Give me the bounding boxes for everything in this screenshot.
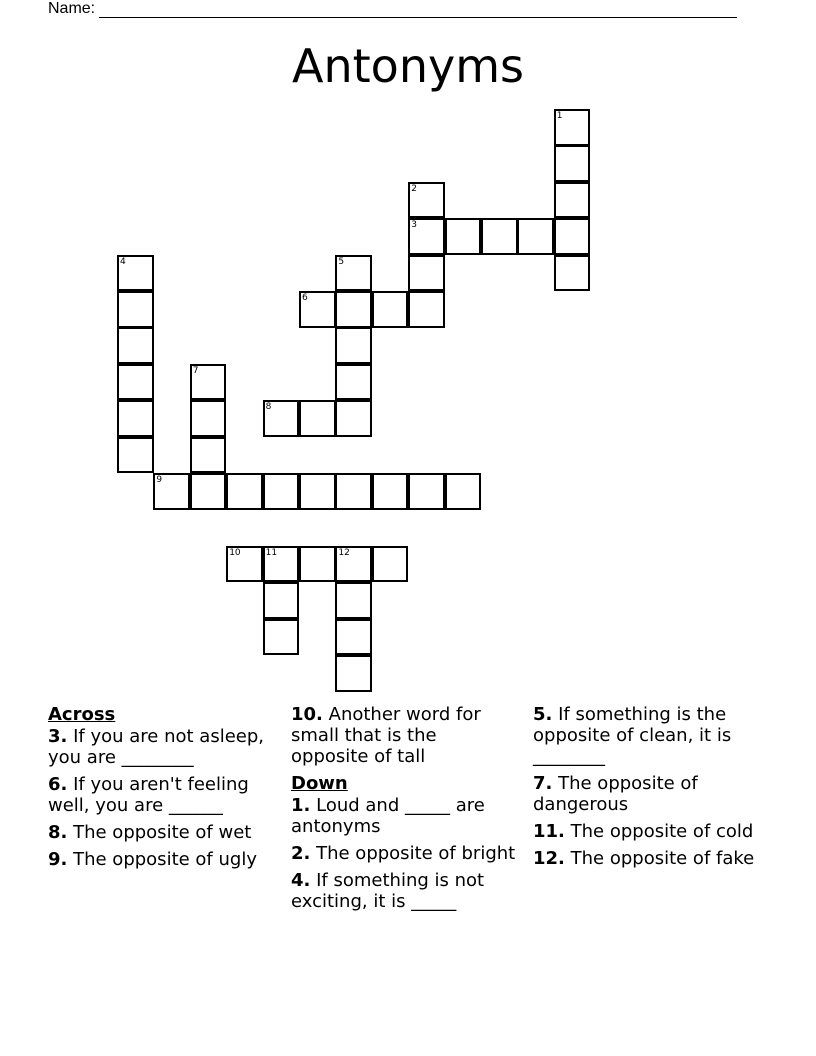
clue-number: 8. bbox=[48, 822, 68, 843]
grid-cell[interactable] bbox=[190, 437, 227, 474]
grid-cell[interactable] bbox=[372, 546, 409, 583]
clue-across-8 bbox=[48, 822, 273, 843]
grid-cell[interactable] bbox=[335, 582, 372, 619]
clue-down-11 bbox=[533, 821, 758, 842]
grid-cell[interactable] bbox=[190, 364, 227, 401]
grid-cell[interactable] bbox=[117, 437, 154, 474]
cell-number: 4 bbox=[120, 256, 126, 267]
clue-text: The opposite of ugly bbox=[73, 849, 257, 870]
grid-cell[interactable] bbox=[335, 364, 372, 401]
grid-cell[interactable] bbox=[517, 218, 554, 255]
clue-across-6 bbox=[48, 774, 273, 816]
cell-number: 3 bbox=[411, 220, 417, 231]
grid-cell[interactable] bbox=[226, 546, 263, 583]
grid-cell[interactable] bbox=[117, 364, 154, 401]
grid-cell[interactable] bbox=[554, 109, 591, 146]
clue-text: Another word for small that is the opposite of tall bbox=[291, 704, 481, 767]
clue-across-9 bbox=[48, 849, 273, 870]
cell-number: 11 bbox=[265, 547, 278, 558]
grid-cell[interactable] bbox=[263, 582, 300, 619]
cell-number: 10 bbox=[229, 547, 241, 558]
grid-cell[interactable] bbox=[554, 182, 591, 219]
cell-number: 12 bbox=[338, 547, 350, 558]
cell-number: 5 bbox=[338, 256, 345, 267]
grid-cell[interactable] bbox=[299, 546, 336, 583]
clue-number: 10. bbox=[291, 704, 323, 725]
clue-text: If you aren't feeling well, you are ______ bbox=[48, 774, 249, 816]
clue-number: 3. bbox=[48, 726, 68, 747]
grid-cell[interactable] bbox=[190, 473, 227, 510]
clue-text: The opposite of dangerous bbox=[533, 773, 698, 815]
clues-column-1 bbox=[48, 704, 273, 876]
grid-cell[interactable] bbox=[445, 218, 482, 255]
cell-number: 2 bbox=[411, 183, 417, 194]
clue-down-5 bbox=[533, 704, 758, 767]
grid-cell[interactable] bbox=[445, 473, 482, 510]
clue-number: 5. bbox=[533, 704, 553, 725]
grid-cell[interactable] bbox=[335, 327, 372, 364]
clues-column-2 bbox=[291, 704, 516, 918]
clue-number: 9. bbox=[48, 849, 68, 870]
grid-cell[interactable] bbox=[408, 182, 445, 219]
clue-text: If you are not asleep, you are ________ bbox=[48, 726, 265, 768]
clue-down-1 bbox=[291, 795, 516, 837]
grid-cell[interactable] bbox=[335, 400, 372, 437]
grid-cell[interactable] bbox=[408, 255, 445, 292]
cell-number: 6 bbox=[302, 293, 308, 303]
grid-cell[interactable] bbox=[299, 400, 336, 437]
cell-number: 7 bbox=[192, 365, 199, 376]
clue-text: If something is the opposite of clean, it is ________ bbox=[533, 704, 732, 767]
grid-cell[interactable] bbox=[117, 400, 154, 437]
grid-cell[interactable] bbox=[299, 473, 336, 510]
down-heading: Down bbox=[291, 773, 348, 794]
across-heading: Across bbox=[48, 704, 116, 725]
grid-cell[interactable] bbox=[335, 546, 372, 583]
grid-cell[interactable] bbox=[554, 218, 591, 255]
page-title: Antonyms bbox=[292, 39, 524, 93]
cell-number: 8 bbox=[265, 402, 272, 413]
grid-cell[interactable] bbox=[117, 255, 154, 292]
clue-number: 1. bbox=[291, 795, 311, 816]
grid-cell[interactable] bbox=[117, 327, 154, 364]
grid-cell[interactable] bbox=[335, 291, 372, 328]
clue-text: The opposite of cold bbox=[570, 821, 754, 842]
clue-number: 2. bbox=[291, 843, 311, 864]
grid-cell[interactable] bbox=[226, 473, 263, 510]
grid-cell[interactable] bbox=[263, 473, 300, 510]
grid-cell[interactable] bbox=[554, 145, 591, 182]
clue-number: 4. bbox=[291, 870, 311, 891]
clue-down-2 bbox=[291, 843, 516, 864]
clue-number: 11. bbox=[533, 821, 565, 842]
grid-cell[interactable] bbox=[263, 400, 300, 437]
clue-text: Loud and _____ are antonyms bbox=[291, 795, 485, 837]
clues-column-3 bbox=[533, 704, 758, 875]
grid-cell[interactable] bbox=[481, 218, 518, 255]
clue-across-3 bbox=[48, 726, 273, 768]
clue-text: The opposite of bright bbox=[316, 843, 516, 864]
cell-number: 9 bbox=[156, 475, 163, 485]
clue-text: If something is not exciting, it is _____ bbox=[291, 870, 485, 912]
grid-cell[interactable] bbox=[554, 255, 591, 292]
grid-cell[interactable] bbox=[117, 291, 154, 328]
grid-cell[interactable] bbox=[335, 255, 372, 292]
grid-cell[interactable] bbox=[408, 291, 445, 328]
grid-cell[interactable] bbox=[190, 400, 227, 437]
grid-cell[interactable] bbox=[372, 291, 409, 328]
clue-text: The opposite of wet bbox=[73, 822, 252, 843]
grid-cell[interactable] bbox=[408, 218, 445, 255]
grid-cell[interactable] bbox=[335, 655, 372, 692]
grid-cell[interactable] bbox=[408, 473, 445, 510]
cell-number: 1 bbox=[556, 111, 563, 121]
grid-cell[interactable] bbox=[263, 546, 300, 583]
clue-down-7 bbox=[533, 773, 758, 815]
clue-down-12 bbox=[533, 848, 758, 869]
grid-cell[interactable] bbox=[263, 619, 300, 656]
clue-number: 7. bbox=[533, 773, 553, 794]
grid-cell[interactable] bbox=[299, 291, 336, 328]
grid-cell[interactable] bbox=[153, 473, 190, 510]
grid-cell[interactable] bbox=[372, 473, 409, 510]
clue-number: 12. bbox=[533, 848, 565, 869]
clue-across-10 bbox=[291, 704, 516, 767]
clue-text: The opposite of fake bbox=[570, 848, 755, 869]
grid-cell[interactable] bbox=[335, 473, 372, 510]
grid-cell[interactable] bbox=[335, 619, 372, 656]
name-label: Name: bbox=[48, 0, 96, 17]
clue-number: 6. bbox=[48, 774, 68, 795]
clue-down-4 bbox=[291, 870, 516, 912]
